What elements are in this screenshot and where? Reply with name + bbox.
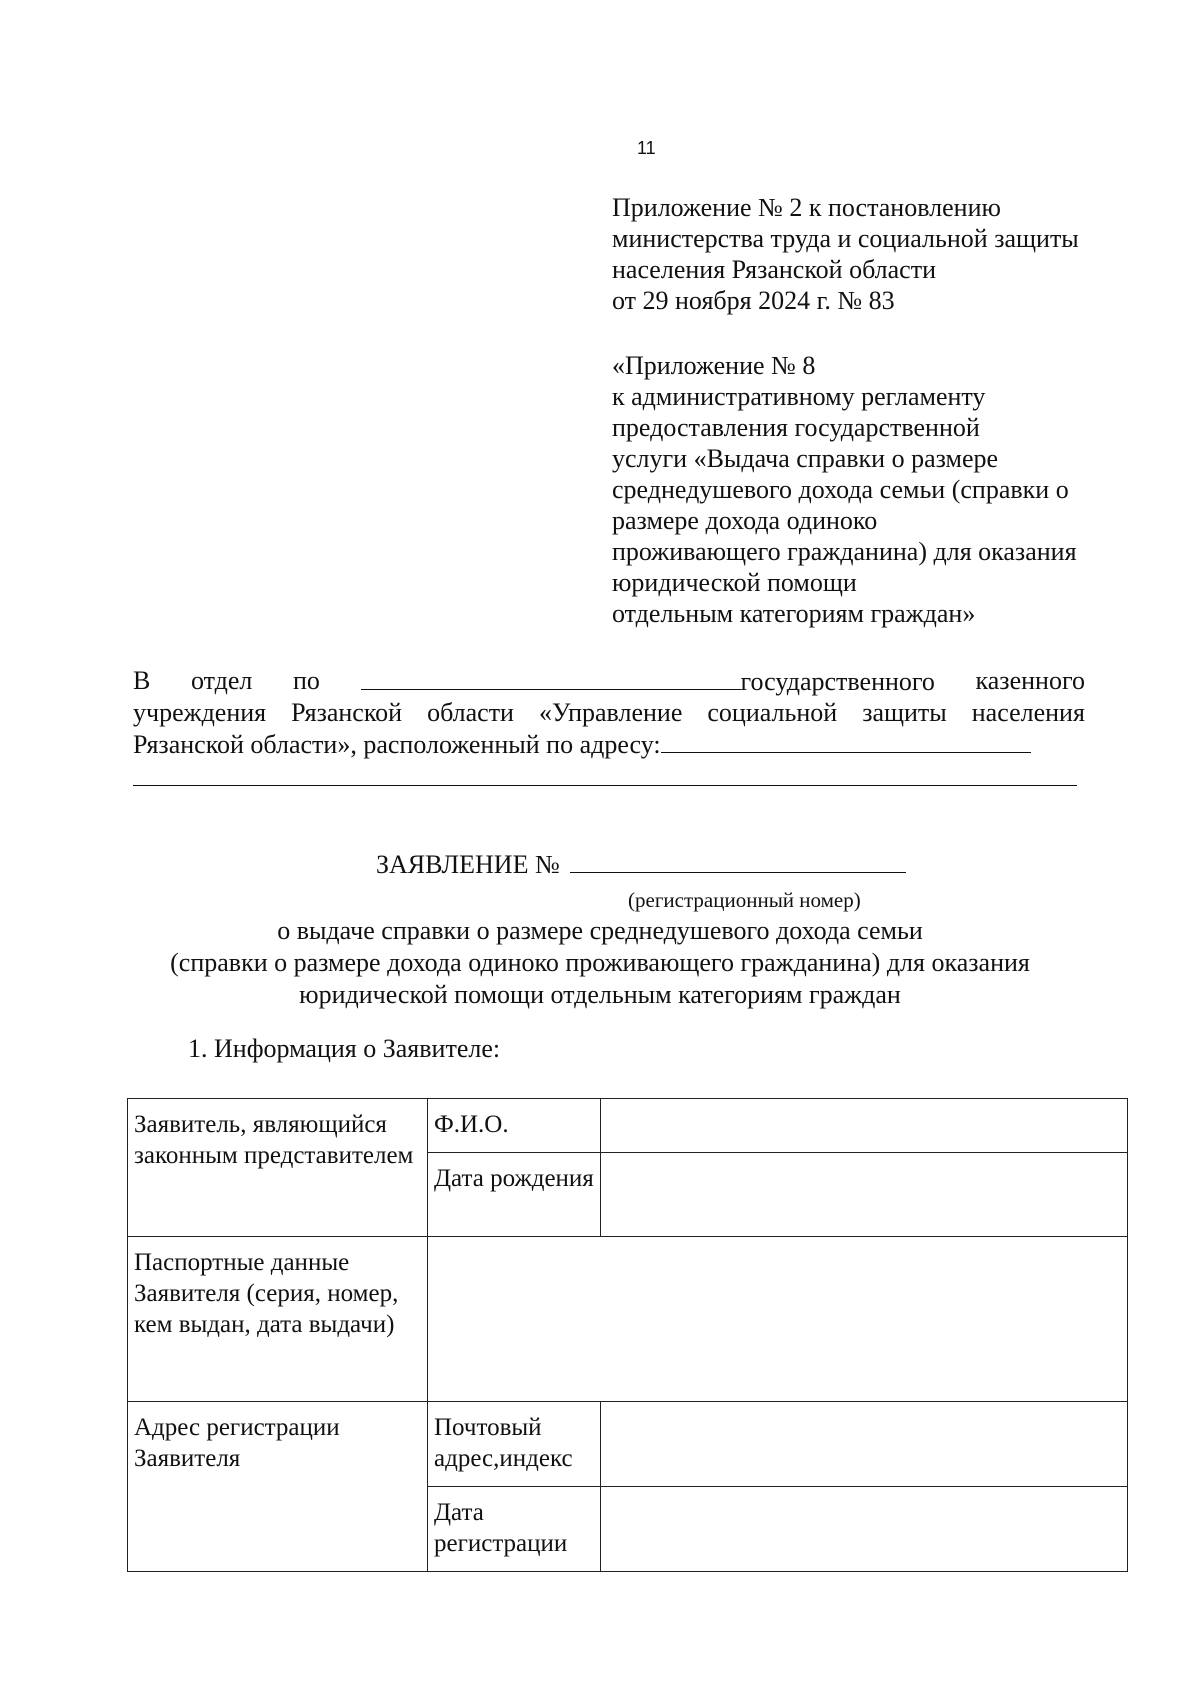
addressee-word: В xyxy=(133,666,151,695)
fio-label: Ф.И.О. xyxy=(428,1099,601,1153)
annex-header xyxy=(612,192,1132,316)
addressee-line-1 xyxy=(133,665,1085,697)
addressee-word: области xyxy=(427,698,514,727)
annex-quote xyxy=(612,350,1132,629)
title-text: ЗАЯВЛЕНИЕ № xyxy=(376,850,560,879)
application-subtitle xyxy=(0,915,1200,1011)
annex-quote-line: юридической помощи xyxy=(612,568,857,597)
annex-quote-line: к административному регламенту xyxy=(612,382,986,411)
annex-quote-line: размере дохода одиноко xyxy=(612,506,878,535)
registration-number-field[interactable] xyxy=(570,848,906,873)
addressee-block xyxy=(133,665,1085,760)
fio-value-cell[interactable] xyxy=(601,1099,1128,1153)
subtitle-line: (справки о размере дохода одиноко проживающего гражданина) для оказания xyxy=(170,948,1030,977)
subtitle-line: юридической помощи отдельным категориям граждан xyxy=(299,980,901,1009)
passport-label: Паспортные данные Заявителя (серия, номер, кем выдан, дата выдачи) xyxy=(128,1237,428,1402)
address-blank-field[interactable] xyxy=(661,728,1031,753)
application-title xyxy=(376,848,906,880)
addressee-line-2 xyxy=(133,697,1085,728)
addressee-word: Рязанской xyxy=(291,698,403,727)
annex-quote-line: проживающего гражданина) для оказания xyxy=(612,537,1077,566)
page-number: 11 xyxy=(637,138,656,158)
address-continuation-line[interactable] xyxy=(133,785,1077,786)
addressee-word: казенного xyxy=(975,666,1085,695)
address-label: Рязанской области», расположенный по адресу: xyxy=(133,730,661,759)
addressee-word: населения xyxy=(971,698,1085,727)
table-row xyxy=(128,1099,1128,1153)
reg-address-label: Адрес регистрации Заявителя xyxy=(128,1402,428,1572)
section-heading: 1. Информация о Заявителе: xyxy=(188,1034,501,1063)
applicant-rep-label: Заявитель, являющийся законным представителем xyxy=(128,1099,428,1237)
postal-value-cell[interactable] xyxy=(601,1402,1128,1487)
postal-label: Почтовый адрес,индекс xyxy=(428,1402,601,1487)
annex-quote-line: услуги «Выдача справки о размере xyxy=(612,444,999,473)
applicant-info-table xyxy=(127,1098,1128,1572)
annex-quote-line: отдельным категориям граждан» xyxy=(612,599,976,628)
subtitle-line: о выдаче справки о размере среднедушевого дохода семьи xyxy=(277,916,923,945)
addressee-line-3 xyxy=(133,728,1085,760)
annex-header-line: от 29 ноября 2024 г. № 83 xyxy=(612,286,895,315)
annex-header-line: населения Рязанской области xyxy=(612,255,936,284)
department-field-group xyxy=(361,665,935,697)
reg-date-label: Дата регистрации xyxy=(428,1487,601,1572)
addressee-word: «Управление xyxy=(538,698,683,727)
addressee-word: отдел xyxy=(190,666,253,695)
table-row xyxy=(128,1402,1128,1487)
annex-quote-line: предоставления государственной xyxy=(612,413,980,442)
department-blank-field[interactable] xyxy=(361,665,741,690)
addressee-word: защиты xyxy=(862,698,947,727)
table-row xyxy=(128,1237,1128,1402)
annex-quote-line: среднедушевого дохода семьи (справки о xyxy=(612,475,1069,504)
annex-header-line: министерства труда и социальной защиты xyxy=(612,224,1079,253)
birth-date-value-cell[interactable] xyxy=(601,1153,1128,1237)
passport-value-cell[interactable] xyxy=(428,1237,1128,1402)
registration-number-note: (регистрационный номер) xyxy=(628,888,861,912)
addressee-word: социальной xyxy=(707,698,838,727)
birth-date-label: Дата рождения xyxy=(428,1153,601,1237)
addressee-word: государственного xyxy=(740,667,935,696)
annex-header-line: Приложение № 2 к постановлению xyxy=(612,193,1001,222)
annex-quote-line: «Приложение № 8 xyxy=(612,351,816,380)
reg-date-value-cell[interactable] xyxy=(601,1487,1128,1572)
addressee-word: по xyxy=(292,666,320,695)
addressee-word: учреждения xyxy=(133,698,267,727)
